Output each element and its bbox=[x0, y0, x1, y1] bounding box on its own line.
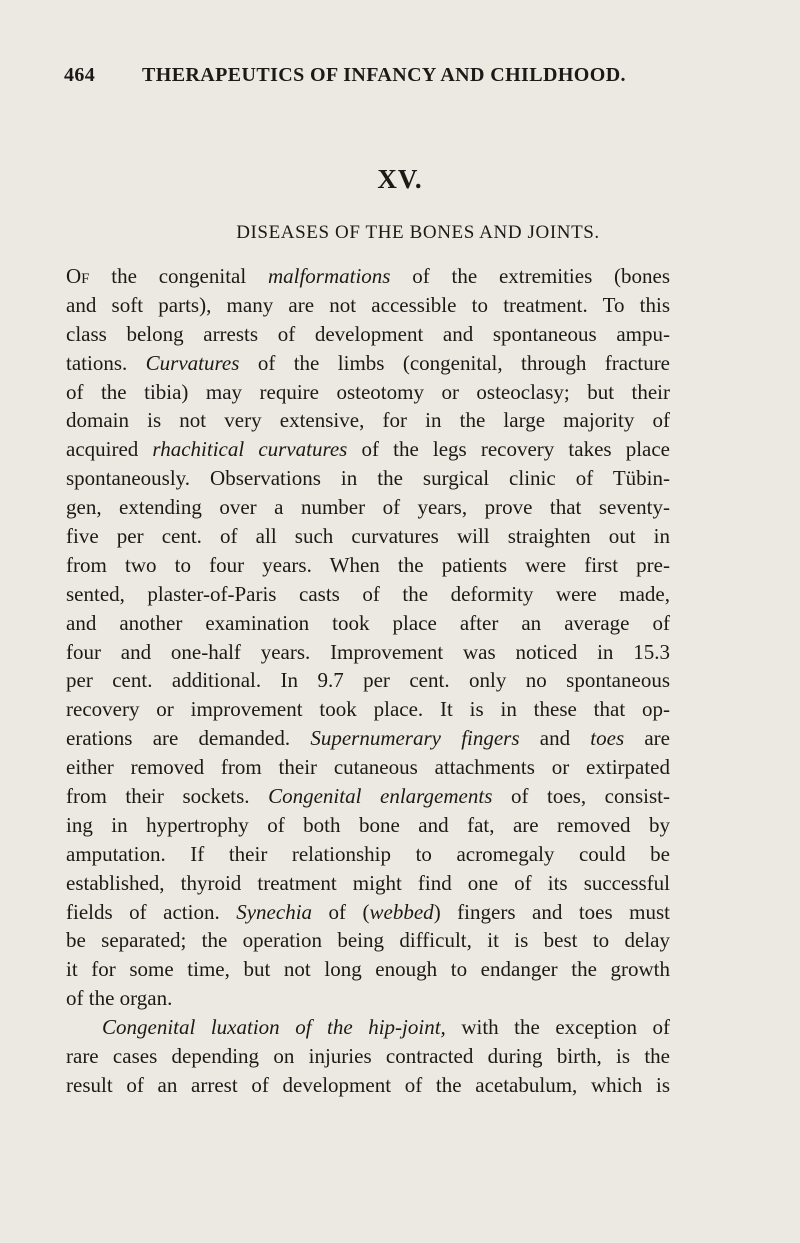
text-line: established, thyroid treatment might find one of its successful bbox=[66, 870, 670, 895]
text-run: acquired bbox=[66, 437, 153, 462]
text-run: tations. bbox=[66, 350, 146, 375]
text-line: four and one-half years. Improvement was noticed in 15.3 bbox=[66, 639, 670, 664]
text-run: of the extremities (bones bbox=[390, 264, 670, 288]
text-line bbox=[66, 1013, 670, 1042]
italic-term: Supernumerary fingers bbox=[310, 726, 520, 751]
text-run: fields of action. bbox=[66, 899, 237, 924]
italic-term: Curvatures bbox=[145, 350, 240, 375]
text-line: and another examination took place after an average of bbox=[66, 610, 670, 635]
text-line: domain is not very extensive, for in the large majority of bbox=[66, 408, 670, 433]
text-run: ) fingers and toes must bbox=[433, 899, 670, 924]
text-line: gen, extending over a number of years, prove that seventy- bbox=[66, 495, 670, 520]
text-run: with the exception of bbox=[445, 1015, 670, 1040]
italic-term: Congenital luxation of the hip-joint, bbox=[102, 1015, 446, 1040]
italic-term: toes bbox=[590, 726, 625, 751]
running-header bbox=[64, 64, 664, 87]
text-line: per cent. additional. In 9.7 per cent. only no spontaneous bbox=[66, 668, 670, 693]
italic-term: Congenital enlargements bbox=[268, 784, 493, 809]
text-line: ing in hypertrophy of both bone and fat, are removed by bbox=[66, 812, 670, 837]
text-line: either removed from their cutaneous attachments or extirpated bbox=[66, 755, 670, 780]
chapter-title: DISEASES OF THE BONES AND JOINTS. bbox=[236, 222, 600, 243]
text-run: of the limbs (congenital, through fracture bbox=[239, 350, 670, 375]
text-line: sented, plaster-of-Paris casts of the deformity were made, bbox=[66, 581, 670, 606]
text-run: erations are demanded. bbox=[66, 726, 311, 751]
text-run: from their sockets. bbox=[66, 784, 269, 809]
text-run: and bbox=[519, 726, 591, 751]
text-line: of the organ. bbox=[66, 986, 173, 1011]
text-line: of the tibia) may require osteotomy or osteoclasy; but their bbox=[66, 379, 670, 404]
text-line: it for some time, but not long enough to endanger the growth bbox=[66, 957, 670, 982]
text-line: be separated; the operation being difficult, it is best to delay bbox=[66, 928, 670, 953]
text-line: amputation. If their relationship to acromegaly could be bbox=[66, 841, 670, 866]
text-run: of toes, consist- bbox=[492, 784, 670, 809]
text-run: of ( bbox=[312, 899, 370, 924]
text-line: result of an arrest of development of the acetabulum, which is bbox=[66, 1072, 670, 1097]
text-run: are bbox=[624, 726, 670, 751]
text-line: spontaneously. Observations in the surgical clinic of Tübin- bbox=[66, 466, 670, 491]
italic-term: malformations bbox=[267, 264, 391, 288]
text-line: recovery or improvement took place. It is in these that op- bbox=[66, 697, 670, 722]
body-text bbox=[66, 262, 670, 1100]
text-line: from two to four years. When the patients were first pre- bbox=[66, 552, 670, 577]
text-line bbox=[66, 262, 670, 291]
text-line: class belong arrests of development and spontaneous ampu- bbox=[66, 321, 670, 346]
paragraph-opening: Of bbox=[66, 264, 90, 288]
text-line bbox=[66, 724, 670, 753]
running-title: THERAPEUTICS OF INFANCY AND CHILDHOOD. bbox=[142, 64, 626, 86]
text-line: rare cases depending on injuries contracted during birth, is the bbox=[66, 1044, 670, 1069]
italic-term: Synechia bbox=[236, 899, 313, 924]
text-line bbox=[66, 349, 670, 378]
italic-term: rhachitical curvatures bbox=[152, 437, 348, 462]
chapter-number: XV. bbox=[377, 164, 423, 194]
page-number: 464 bbox=[64, 64, 96, 86]
text-line bbox=[66, 782, 670, 811]
text-run: the congenital bbox=[89, 264, 268, 288]
italic-term: webbed bbox=[369, 899, 434, 924]
text-run: of the legs recovery takes place bbox=[347, 437, 670, 462]
text-line: and soft parts), many are not accessible to treatment. To this bbox=[66, 292, 670, 317]
text-line bbox=[66, 435, 670, 464]
text-line: five per cent. of all such curvatures will straighten out in bbox=[66, 524, 670, 549]
text-line bbox=[66, 898, 670, 927]
